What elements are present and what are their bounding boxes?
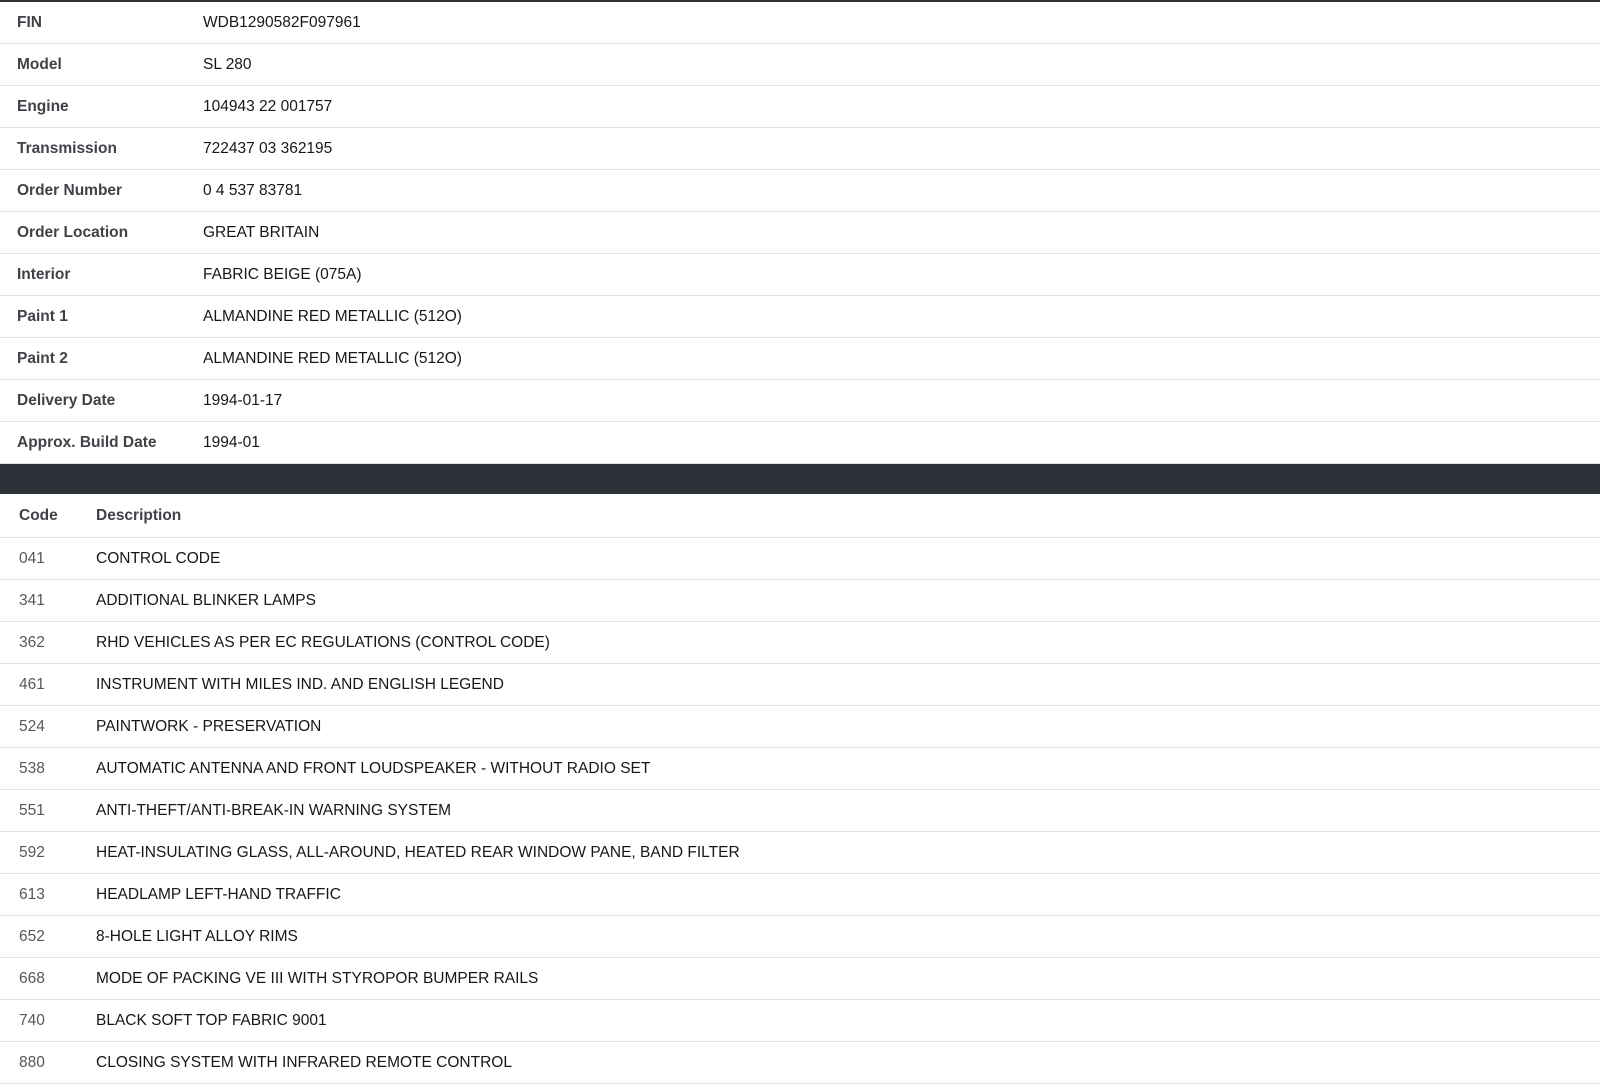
option-description: HEAT-INSULATING GLASS, ALL-AROUND, HEATED REAR WINDOW PANE, BAND FILTER [96, 843, 740, 861]
option-code: 652 [19, 927, 45, 945]
spec-label: Model [17, 55, 62, 73]
option-description: PAINTWORK - PRESERVATION [96, 717, 322, 735]
option-code: 524 [19, 717, 45, 735]
option-code-row [0, 916, 1600, 958]
spec-row [0, 296, 1600, 338]
spec-value: 104943 22 001757 [203, 97, 333, 115]
option-code-row [0, 1042, 1600, 1084]
option-code-row [0, 622, 1600, 664]
option-description: ANTI-THEFT/ANTI-BREAK-IN WARNING SYSTEM [96, 801, 452, 819]
option-description: RHD VEHICLES AS PER EC REGULATIONS (CONTROL CODE) [96, 633, 550, 651]
vehicle-spec-table [0, 2, 1600, 464]
option-code: 362 [19, 633, 45, 651]
option-code: 668 [19, 969, 45, 987]
option-description: HEADLAMP LEFT-HAND TRAFFIC [96, 885, 341, 903]
spec-value: ALMANDINE RED METALLIC (512O) [203, 349, 462, 367]
spec-value: WDB1290582F097961 [203, 13, 361, 31]
option-description: MODE OF PACKING VE III WITH STYROPOR BUMPER RAILS [96, 969, 539, 987]
option-description: AUTOMATIC ANTENNA AND FRONT LOUDSPEAKER - WITHOUT RADIO SET [96, 759, 651, 777]
spec-row [0, 86, 1600, 128]
option-description: CLOSING SYSTEM WITH INFRARED REMOTE CONTROL [96, 1053, 512, 1071]
spec-value: 0 4 537 83781 [203, 181, 303, 199]
spec-label: Interior [17, 265, 71, 283]
option-code-row [0, 958, 1600, 1000]
option-code: 740 [19, 1011, 45, 1029]
spec-row [0, 254, 1600, 296]
spec-label: Paint 2 [17, 349, 68, 367]
option-code-row [0, 790, 1600, 832]
option-code-row [0, 538, 1600, 580]
spec-label: Order Number [17, 181, 123, 199]
spec-value: FABRIC BEIGE (075A) [203, 265, 362, 283]
spec-label: Approx. Build Date [17, 433, 157, 451]
spec-row [0, 212, 1600, 254]
option-code: 880 [19, 1053, 45, 1071]
spec-row [0, 44, 1600, 86]
option-code: 551 [19, 801, 45, 819]
option-description: ADDITIONAL BLINKER LAMPS [96, 591, 316, 609]
spec-value: 722437 03 362195 [203, 139, 333, 157]
spec-row [0, 170, 1600, 212]
option-codes-table [0, 494, 1600, 1084]
codes-table-body [0, 538, 1600, 1084]
option-code: 041 [19, 549, 45, 567]
option-code-row [0, 1000, 1600, 1042]
spec-value: GREAT BRITAIN [203, 223, 320, 241]
spec-value: 1994-01 [203, 433, 260, 451]
option-description: 8-HOLE LIGHT ALLOY RIMS [96, 927, 298, 945]
spec-label: Transmission [17, 139, 117, 157]
spec-row [0, 128, 1600, 170]
spec-label: Order Location [17, 223, 129, 241]
spec-row [0, 338, 1600, 380]
option-code-row [0, 706, 1600, 748]
option-description: CONTROL CODE [96, 549, 221, 567]
section-divider-bar [0, 464, 1600, 494]
option-description: BLACK SOFT TOP FABRIC 9001 [96, 1011, 327, 1029]
option-code-row [0, 874, 1600, 916]
option-code: 592 [19, 843, 45, 861]
description-column-header: Description [96, 506, 182, 524]
code-column-header: Code [19, 506, 58, 524]
spec-label: Paint 1 [17, 307, 68, 325]
spec-value: ALMANDINE RED METALLIC (512O) [203, 307, 462, 325]
spec-label: Engine [17, 97, 69, 115]
spec-row [0, 422, 1600, 464]
option-code: 341 [19, 591, 45, 609]
option-description: INSTRUMENT WITH MILES IND. AND ENGLISH LEGEND [96, 675, 504, 693]
option-code-row [0, 580, 1600, 622]
option-code: 613 [19, 885, 45, 903]
spec-row [0, 380, 1600, 422]
option-code: 538 [19, 759, 45, 777]
spec-label: FIN [17, 13, 42, 31]
option-code-row [0, 664, 1600, 706]
spec-value: 1994-01-17 [203, 391, 283, 409]
codes-table-header-row [0, 494, 1600, 538]
option-code-row [0, 832, 1600, 874]
option-code-row [0, 748, 1600, 790]
spec-row [0, 2, 1600, 44]
option-code: 461 [19, 675, 45, 693]
spec-label: Delivery Date [17, 391, 116, 409]
spec-value: SL 280 [203, 55, 252, 73]
